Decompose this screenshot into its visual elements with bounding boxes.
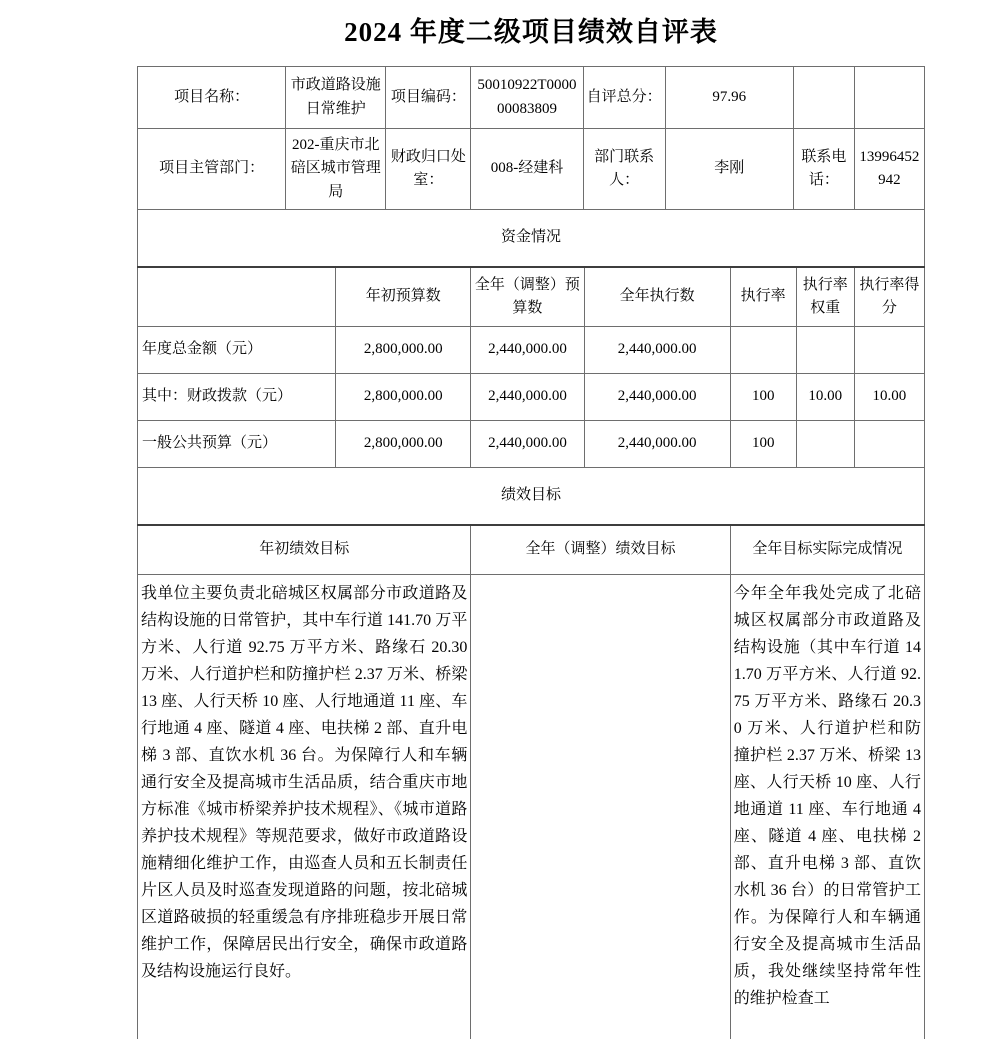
funding-header-executed: 全年执行数 — [584, 267, 730, 327]
funding-cell: 100 — [730, 374, 796, 421]
fiscal-office-label: 财政归口处室： — [386, 129, 471, 210]
funding-header-row — [138, 267, 925, 327]
funding-row-fiscal — [138, 374, 925, 421]
actual-completion-text: 今年全年我处完成了北碚城区权属部分市政道路及结构设施（其中车行道 141.70 万平方米、人行道 92.75 万平方米、路缘石 20.30 万米、人行道护栏和防撞护栏 2.37 万米、桥梁 13 座、人行天桥 10 座、人行地通道 11 座、车行地通 4 座、隧道 4 座、电扶梯 2 部、直升电梯 3 部、直饮水机 36 台）的日常管护工作。为保障行人和车辆通行安全及提高城市生活品质，我处继续坚持常年性的维护检查工 — [730, 575, 924, 1039]
funding-cell: 2,440,000.00 — [471, 374, 584, 421]
funding-cell: 2,800,000.00 — [336, 327, 471, 374]
self-score-label: 自评总分： — [583, 67, 665, 129]
funding-row-public-budget — [138, 421, 925, 468]
project-info-table — [137, 66, 925, 210]
funding-cell — [796, 327, 854, 374]
project-name-value: 市政道路设施日常维护 — [286, 67, 386, 129]
document-content — [137, 0, 925, 1039]
phone-label: 联系电话： — [793, 129, 854, 210]
goals-header-row — [138, 525, 925, 575]
goals-table — [137, 467, 925, 1039]
funding-header-adjusted-budget: 全年（调整）预算数 — [471, 267, 584, 327]
funding-cell: 10.00 — [796, 374, 854, 421]
funding-cell: 2,800,000.00 — [336, 374, 471, 421]
funding-cell: 2,440,000.00 — [471, 327, 584, 374]
goals-body-row — [138, 575, 925, 1039]
self-score-value: 97.96 — [665, 67, 793, 129]
goals-section-title: 绩效目标 — [138, 468, 925, 526]
funding-cell — [854, 327, 924, 374]
funding-cell: 2,440,000.00 — [584, 327, 730, 374]
goals-header-initial: 年初绩效目标 — [138, 525, 471, 575]
project-code-value: 50010922T000000083809 — [471, 67, 583, 129]
funding-cell — [854, 421, 924, 468]
funding-cell: 100 — [730, 421, 796, 468]
phone-value: 13996452942 — [854, 129, 924, 210]
contact-person-value: 李刚 — [665, 129, 793, 210]
funding-table — [137, 209, 925, 468]
dept-value: 202-重庆市北碚区城市管理局 — [286, 129, 386, 210]
funding-header-rate-score: 执行率得分 — [854, 267, 924, 327]
funding-cell: 2,440,000.00 — [584, 374, 730, 421]
empty-cell — [793, 67, 854, 129]
dept-label: 项目主管部门： — [138, 129, 286, 210]
funding-section-title: 资金情况 — [138, 210, 925, 268]
initial-goal-text: 我单位主要负责北碚城区权属部分市政道路及结构设施的日常管护，其中车行道 141.70 万平方米、人行道 92.75 万平方米、路缘石 20.30 万米、人行道护栏和防撞护栏 2.37 万米、桥梁 13 座、人行天桥 10 座、人行地通道 11 座、车行地通 4 座、隧道 4 座、电扶梯 2 部、直升电梯 3 部、直饮水机 36 台。为保障行人和车辆通行安全及提高城市生活品质，结合重庆市地方标准《城市桥梁养护技术规程》、《城市道路养护技术规程》等规范要求，做好市政道路设施精细化维护工作，由巡查人员和五长制责任片区人员及时巡查发现道路的问题，按北碚城区道路破损的轻重缓急有序排班稳步开展日常维护工作，保障居民出行安全，确保市政道路及结构设施运行良好。 — [138, 575, 471, 1039]
funding-row-label: 年度总金额（元） — [138, 327, 336, 374]
funding-cell: 2,440,000.00 — [584, 421, 730, 468]
funding-cell: 2,800,000.00 — [336, 421, 471, 468]
funding-cell — [730, 327, 796, 374]
fiscal-office-value: 008-经建科 — [471, 129, 583, 210]
funding-cell: 2,440,000.00 — [471, 421, 584, 468]
funding-header-exec-rate: 执行率 — [730, 267, 796, 327]
funding-header-rate-weight: 执行率权重 — [796, 267, 854, 327]
funding-row-total — [138, 327, 925, 374]
funding-header-initial-budget: 年初预算数 — [336, 267, 471, 327]
project-info-row-1 — [138, 67, 925, 129]
contact-person-label: 部门联系人： — [583, 129, 665, 210]
funding-cell — [796, 421, 854, 468]
funding-cell: 10.00 — [854, 374, 924, 421]
funding-section-row — [138, 210, 925, 268]
funding-row-label: 其中：财政拨款（元） — [138, 374, 336, 421]
adjusted-goal-text — [471, 575, 730, 1039]
project-code-label: 项目编码： — [386, 67, 471, 129]
page-title: 2024 年度二级项目绩效自评表 — [344, 17, 718, 47]
empty-cell — [854, 67, 924, 129]
project-info-row-2 — [138, 129, 925, 210]
funding-header-blank — [138, 267, 336, 327]
goals-section-row — [138, 468, 925, 526]
funding-row-label: 一般公共预算（元） — [138, 421, 336, 468]
goals-header-adjusted: 全年（调整）绩效目标 — [471, 525, 730, 575]
project-name-label: 项目名称： — [138, 67, 286, 129]
goals-header-actual: 全年目标实际完成情况 — [730, 525, 924, 575]
